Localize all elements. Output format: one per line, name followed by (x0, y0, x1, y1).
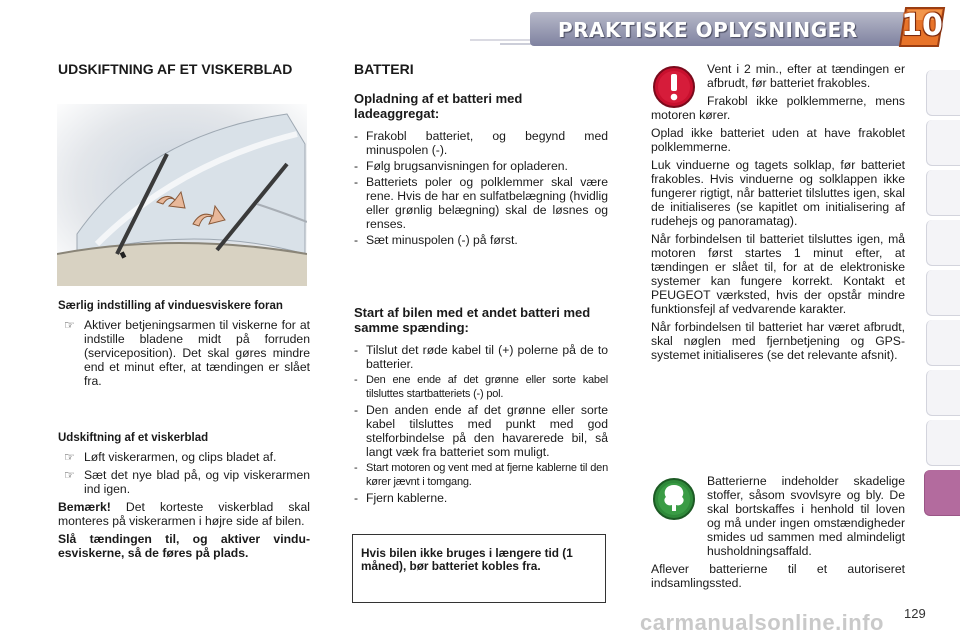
battery-warnings (651, 62, 905, 366)
chapter-tab[interactable] (926, 170, 960, 216)
info-paragraph: Luk vinduerne og tagets solklap, før batteriet frakobles. Hvis vinduerne og solklappen ikke fungerer rigtigt, når batteriet tilsluttes igen, skal de initialiseres (se kapitlet om initialisering af rudehejs og panoramatag). (651, 158, 905, 228)
warning-text: Vent i 2 min., efter at tændingen er afbrudt, før batteriet frakobles. (707, 62, 905, 90)
environment-note (651, 474, 905, 594)
replace-blade-section (58, 432, 310, 564)
chapter-tab[interactable] (926, 320, 960, 366)
replace-step: ☞ Løft viskerarmen, og clips bladet af. (64, 450, 277, 464)
environment-text-lead: Batterierne indeholder skadelige stoffer, såsom svovlsyre og bly. De skal bortskaffes i henhold til loven og må under ingen omstændigheder smides ud sammen med almindeligt husholdningsaffald. (707, 474, 905, 558)
jump-start-heading: Start af bilen med et andet batteri med samme spænding: (354, 305, 591, 335)
special-setting-heading: Særlig indstilling af vinduesviskere foran (58, 300, 283, 312)
chapter-tab[interactable] (926, 420, 960, 466)
chapter-tab-active[interactable] (924, 470, 960, 516)
jump-start-section (354, 305, 608, 507)
chapter-tab[interactable] (926, 370, 960, 416)
charge-step: - Frakobl batteriet, og begynd med minuspolen (-). (354, 129, 608, 157)
jump-step: - Den ene ende af det grønne eller sorte kabel tilsluttes startbatteriets (-) pol. (354, 374, 608, 400)
left-column (58, 62, 310, 85)
wiper-title: UDSKIFTNING AF ET VISKERBLAD (58, 61, 293, 77)
chapter-badge (896, 4, 948, 48)
charge-heading: Opladning af et batteri med ladeaggregat: (354, 91, 523, 121)
charge-step: - Følg brugsanvisningen for opladeren. (354, 159, 568, 173)
chapter-tab[interactable] (926, 70, 960, 116)
special-setting-section (58, 300, 310, 392)
final-instruction: Slå tændingen til, og aktiver vinduesviskerne, så de føres på plads. (58, 532, 310, 560)
battery-title: BATTERI (354, 61, 414, 77)
replace-step: ☞ Sæt det nye blad på, og vip viskerarmen ind igen. (64, 468, 310, 496)
pointer-icon: ☞ (64, 318, 75, 332)
info-paragraph: Når forbindelsen til batteriet har været afbrudt, skal nøglen med fjernbetjening og GPS-systemet initialiseres (se det relevante afsnit). (651, 320, 905, 362)
chapter-title: PRAKTISKE OPLYSNINGER (558, 18, 858, 42)
chapter-tab[interactable] (926, 220, 960, 266)
charge-step: - Sæt minuspolen (-) på først. (354, 233, 518, 247)
battery-section (354, 62, 608, 249)
note-paragraph: Bemærk! Det korteste viskerblad skal monteres på viskerarmen i højre side af bilen. (58, 500, 310, 528)
charge-step: - Batteriets poler og polklemmer skal være rene. Hvis de har en sulfatbelægning (hvidlig eller grønlig belægning) skal de løsnes og renses. (354, 175, 608, 231)
page-header (0, 0, 960, 48)
info-paragraph: Oplad ikke batteriet uden at have frakoblet polklemmerne. (651, 126, 905, 154)
pointer-icon: ☞ (64, 468, 75, 482)
jump-step: - Den anden ende af det grønne eller sorte kabel tilsluttes med punkt med god stelforbindelse på den havarerede bil, så langt væk fra batteriet som muligt. (354, 403, 608, 459)
environment-text: Aflever batterierne til et autoriseret indsamlingssted. (651, 562, 905, 590)
replace-blade-heading: Udskiftning af et viskerblad (58, 432, 209, 444)
pointer-icon: ☞ (64, 450, 75, 464)
jump-step: - Start motoren og vent med at fjerne kablerne til den kører jævnt i tomgang. (354, 462, 608, 488)
chapter-tabs (926, 70, 960, 600)
page-number: 129 (904, 606, 926, 621)
jump-step: - Fjern kablerne. (354, 491, 448, 505)
disconnect-note-box: Hvis bilen ikke bruges i længere tid (1 måned), bør batteriet kobles fra. (352, 534, 606, 603)
special-setting-step: ☞ Aktiver betjeningsarmen til viskerne for at indstille bladene midt på forruden (serviceposition). Det skal gøres mindre end et minut efter, at tændingen er slået fra. (64, 318, 310, 388)
watermark: carmanualsonline.info (640, 610, 884, 635)
windshield-wiper-illustration (57, 104, 307, 286)
jump-step: - Tilslut det røde kabel til (+) polerne på de to batterier. (354, 343, 608, 371)
info-paragraph: Når forbindelsen til batteriet tilsluttes igen, må motoren først startes 1 minut efter, at tændingen er slået til, for at de elektroniske systemer kan fungere korrekt. Kontakt et PEUGEOT værksted, hvis der opstår mindre funktionsfejl af vedvarende karakter. (651, 232, 905, 316)
warning-text: Frakobl ikke polklemmerne, mens motoren kører. (651, 94, 905, 122)
chapter-number: 10 (901, 8, 943, 43)
chapter-tab[interactable] (926, 120, 960, 166)
chapter-tab[interactable] (926, 270, 960, 316)
